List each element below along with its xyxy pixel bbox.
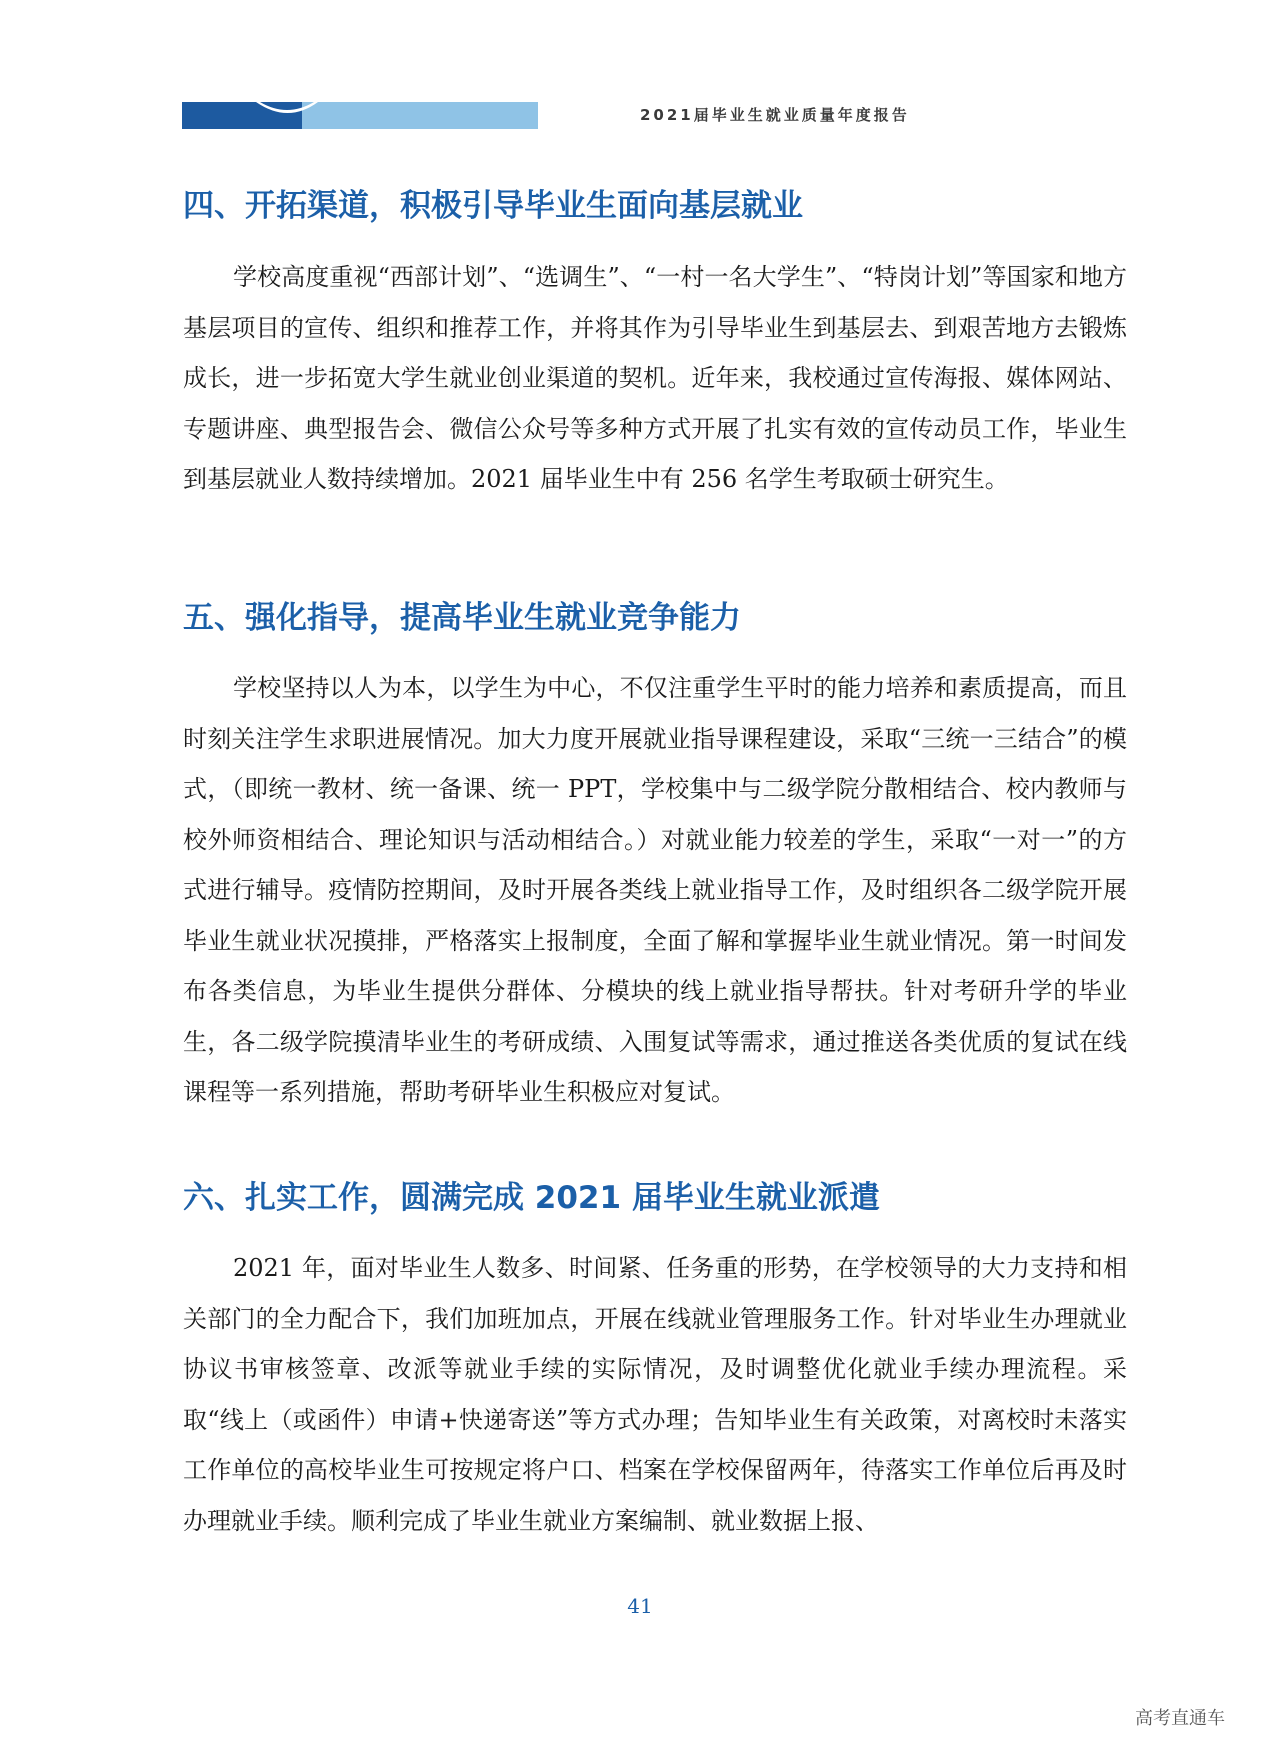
page-number: 41 — [627, 1594, 653, 1618]
section-heading-5: 五、强化指导，提高毕业生就业竞争能力 — [183, 600, 741, 636]
section-paragraph-4: 学校高度重视“西部计划”、“选调生”、“一村一名大学生”、“特岗计划”等国家和地方基层项目的宣传、组织和推荐工作，并将其作为引导毕业生到基层去、到艰苦地方去锻炼成长，进一步拓宽大学生就业创业渠道的契机。近年来，我校通过宣传海报、媒体网站、专题讲座、典型报告会、微信公众号等多种方式开展了扎实有效的宣传动员工作，毕业生到基层就业人数持续增加。2021 届毕业生中有 256 名学生考取硕士研究生。 — [183, 263, 1127, 493]
section-paragraph-5: 学校坚持以人为本，以学生为中心，不仅注重学生平时的能力培养和素质提高，而且时刻关注学生求职进展情况。加大力度开展就业指导课程建设，采取“三统一三结合”的模式，（即统一教材、统一备课、统一 PPT，学校集中与二级学院分散相结合、校内教师与校外师资相结合、理论知识与活动相结合。）对就业能力较差的学生，采取“一对一”的方式进行辅导。疫情防控期间，及时开展各类线上就业指导工作，及时组织各二级学院开展毕业生就业状况摸排，严格落实上报制度，全面了解和掌握毕业生就业情况。第一时间发布各类信息，为毕业生提供分群体、分模块的线上就业指导帮扶。针对考研升学的毕业生，各二级学院摸清毕业生的考研成绩、入围复试等需求，通过推送各类优质的复试在线课程等一系列措施，帮助考研毕业生积极应对复试。 — [183, 674, 1127, 1106]
header-band-graphic — [182, 102, 538, 129]
report-title: 2021届毕业生就业质量年度报告 — [640, 106, 910, 124]
section-paragraph-6: 2021 年，面对毕业生人数多、时间紧、任务重的形势，在学校领导的大力支持和相关部门的全力配合下，我们加班加点，开展在线就业管理服务工作。针对毕业生办理就业协议书审核签章、改派等就业手续的实际情况，及时调整优化就业手续办理流程。采取“线上（或函件）申请+快递寄送”等方式办理；告知毕业生有关政策，对离校时未落实工作单位的高校毕业生可按规定将户口、档案在学校保留两年，待落实工作单位后再及时办理就业手续。顺利完成了毕业生就业方案编制、就业数据上报、 — [183, 1254, 1127, 1535]
header-decorative-band — [182, 102, 538, 129]
watermark-text: 高考直通车 — [1135, 1708, 1225, 1729]
section-heading-6: 六、扎实工作，圆满完成 2021 届毕业生就业派遣 — [183, 1180, 880, 1216]
section-heading-4: 四、开拓渠道，积极引导毕业生面向基层就业 — [183, 188, 803, 224]
